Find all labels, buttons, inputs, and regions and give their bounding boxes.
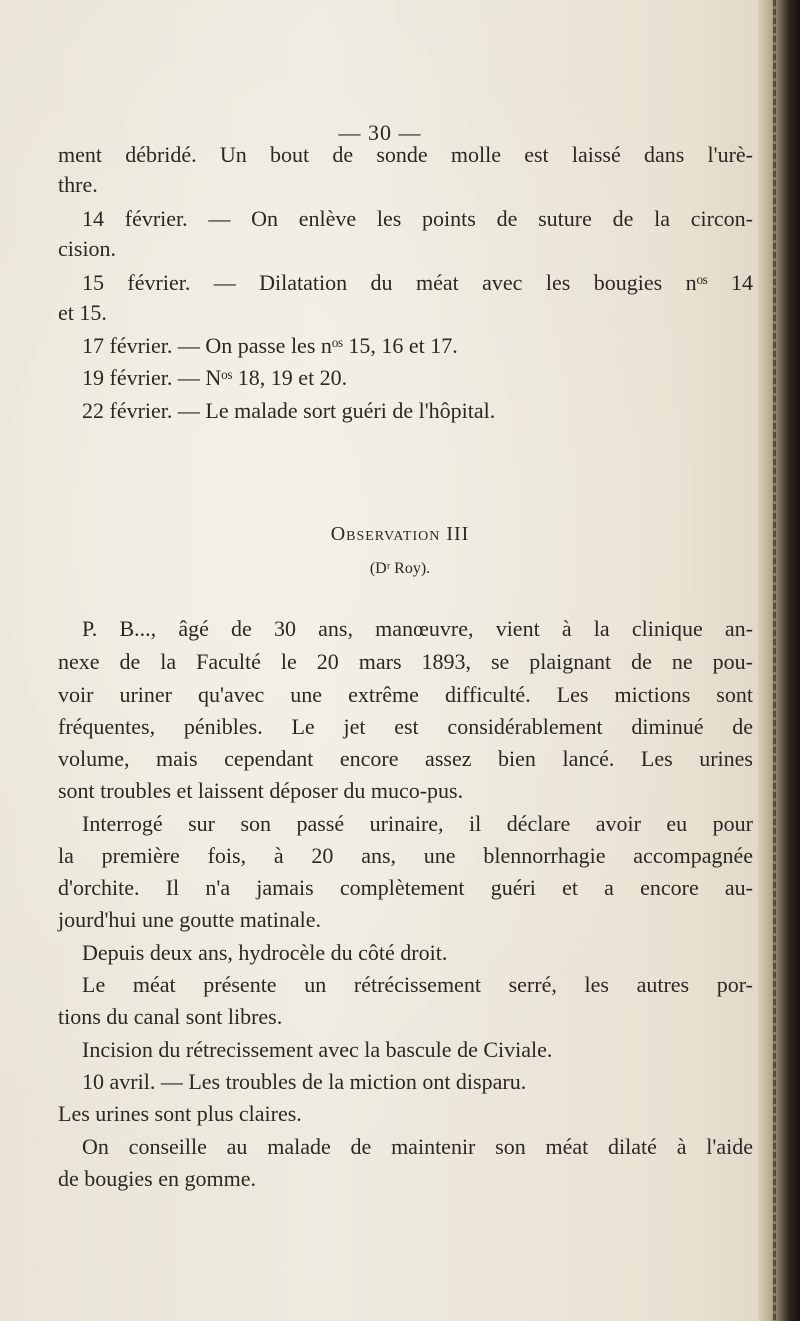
text-line: Depuis deux ans, hydrocèle du côté droit. bbox=[82, 940, 448, 965]
observation-author: (Dʳ Roy). bbox=[369, 560, 431, 577]
text-line: fréquentes, pénibles. Le jet est considérablement diminué de bbox=[58, 714, 753, 739]
text-line: On conseille au malade de maintenir son méat dilaté à l'aide bbox=[82, 1134, 753, 1159]
observation-title: Observation III bbox=[330, 523, 470, 545]
text-line: jourd'hui une goutte matinale. bbox=[58, 907, 322, 932]
text-line: 17 février. — On passe les nᵒˢ 15, 16 et 17. bbox=[82, 333, 458, 358]
text-line: thre. bbox=[58, 172, 98, 197]
text-line: 14 février. — On enlève les points de suture de la circon- bbox=[82, 206, 753, 231]
text-line: tions du canal sont libres. bbox=[58, 1004, 283, 1029]
text-line: Le méat présente un rétrécissement serré, les autres por- bbox=[82, 972, 753, 997]
text-line: la première fois, à 20 ans, une blennorrhagie accompagnée bbox=[58, 843, 753, 868]
text-line: Incision du rétrecissement avec la bascule de Civiale. bbox=[82, 1037, 553, 1062]
text-line: volume, mais cependant encore assez bien lancé. Les urines bbox=[58, 746, 753, 771]
text-line: P. B..., âgé de 30 ans, manœuvre, vient à la clinique an- bbox=[82, 616, 753, 641]
text-line: nexe de la Faculté le 20 mars 1893, se plaignant de ne pou- bbox=[58, 649, 753, 674]
text-line: de bougies en gomme. bbox=[58, 1166, 256, 1191]
text-line: 15 février. — Dilatation du méat avec les bougies nᵒˢ 14 bbox=[82, 270, 753, 295]
page-binding-edge bbox=[758, 0, 800, 1321]
text-line: 22 février. — Le malade sort guéri de l'hôpital. bbox=[82, 398, 496, 423]
text-line: et 15. bbox=[58, 300, 107, 325]
text-line: 10 avril. — Les troubles de la miction ont disparu. bbox=[82, 1069, 527, 1094]
text-line: cision. bbox=[58, 236, 117, 261]
text-line: d'orchite. Il n'a jamais complètement guéri et a encore au- bbox=[58, 875, 753, 900]
text-line: voir uriner qu'avec une extrême difficulté. Les mictions sont bbox=[58, 682, 753, 707]
text-line: 19 février. — Nᵒˢ 18, 19 et 20. bbox=[82, 365, 348, 390]
text-line: ment débridé. Un bout de sonde molle est laissé dans l'urè- bbox=[58, 142, 753, 167]
text-line: Les urines sont plus claires. bbox=[58, 1101, 302, 1126]
page-number: — 30 — bbox=[338, 120, 422, 145]
page-binding-stripe bbox=[773, 0, 776, 1321]
text-line: sont troubles et laissent déposer du muco-pus. bbox=[58, 778, 464, 803]
text-line: Interrogé sur son passé urinaire, il déclare avoir eu pour bbox=[82, 811, 753, 836]
